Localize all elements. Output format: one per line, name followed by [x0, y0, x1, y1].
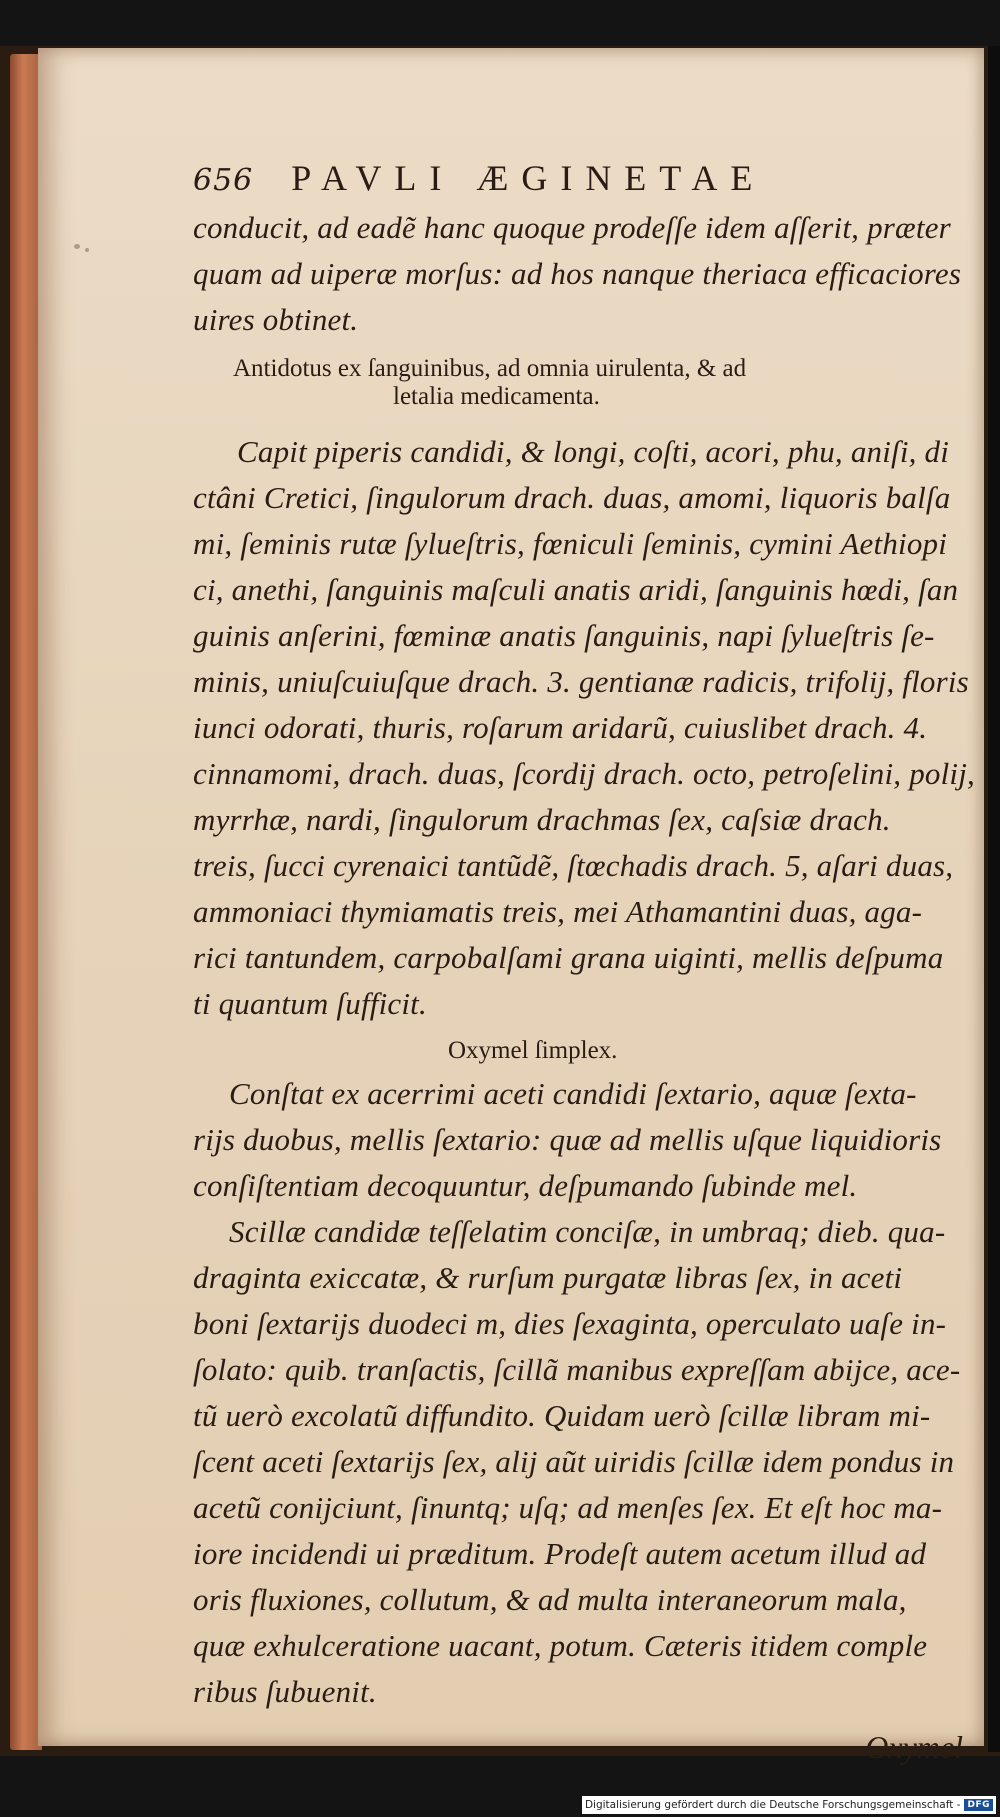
text-line: Scillæ candidæ teſſelatim conciſæ, in umbraq; dieb. qua-	[229, 1214, 946, 1249]
book-page	[38, 48, 984, 1765]
text-line: cinnamomi, drach. duas, ſcordij drach. octo, petroſelini, polij,	[193, 756, 975, 791]
text-line: Capit piperis candidi, & longi, coſti, acori, phu, aniſi, di	[237, 434, 950, 469]
text-line: draginta exiccatæ, & rurſum purgatæ libras ſex, in aceti	[193, 1260, 903, 1295]
scilla-paragraph	[193, 1209, 973, 1715]
paper-stain	[85, 248, 89, 252]
text-line: guinis anſerini, fœminæ anatis ſanguinis, napi ſylueſtris ſe-	[193, 618, 935, 653]
text-line: rijs duobus, mellis ſextario: quæ ad mellis uſque liquidioris	[193, 1122, 942, 1157]
text-line: ctâni Cretici, ſingulorum drach. duas, amomi, liquoris balſa	[193, 480, 951, 515]
catchword: Oxymel	[865, 1729, 963, 1765]
text-line: Conſtat ex acerrimi aceti candidi ſextario, aquæ ſexta-	[229, 1076, 917, 1111]
text-line: ribus ſubuenit.	[193, 1674, 377, 1709]
oxymel-paragraph	[193, 1071, 973, 1209]
digitization-credit	[582, 1796, 996, 1814]
credit-text: Digitalisierung gefördert durch die Deutsche Forschungsgemeinschaft -	[584, 1799, 961, 1811]
section-heading-oxymel: Oxymel ſimplex.	[448, 1037, 618, 1064]
text-line: ci, anethi, ſanguinis maſculi anatis aridi, ſanguinis hœdi, ſan	[193, 572, 959, 607]
text-line: ammoniaci thymiamatis treis, mei Athamantini duas, aga-	[193, 894, 923, 929]
text-line: quæ exhulceratione uacant, potum. Cæteris itidem comple	[193, 1628, 928, 1663]
text-line: acetũ conijciunt, ſinuntq; uſq; ad menſes ſex. Et eſt hoc ma-	[193, 1490, 943, 1525]
text-line: uires obtinet.	[193, 302, 359, 337]
text-line: boni ſextarijs duodeci m, dies ſexaginta, operculato uaſe in-	[193, 1306, 947, 1341]
text-line: quam ad uiperæ morſus: ad hos nanque theriaca efficaciores	[193, 256, 962, 291]
text-line: mi, ſeminis rutæ ſylueſtris, fœniculi ſeminis, cymini Aethiopi	[193, 526, 948, 561]
page-text-block	[193, 156, 973, 1769]
text-line: minis, uniuſcuiuſque drach. 3. gentianæ radicis, trifolij, floris	[193, 664, 969, 699]
scan-right-border	[988, 46, 1000, 1752]
section-heading-antidotus: Antidotus ex ſanguinibus, ad omnia uirulenta, & ad	[233, 355, 747, 382]
paper-stain	[74, 244, 80, 249]
text-line: conducit, ad eadẽ hanc quoque prodeſſe idem aſſerit, præter	[193, 210, 951, 245]
opening-paragraph	[193, 205, 973, 343]
text-line: treis, ſucci cyrenaici tantũdẽ, ſtœchadis drach. 5, aſari duas,	[193, 848, 954, 883]
running-head-title: PAVLI ÆGINETAE	[291, 158, 766, 198]
text-line: rici tantundem, carpobalſami grana uiginti, mellis deſpuma	[193, 940, 944, 975]
text-line: oris fluxiones, collutum, & ad multa interaneorum mala,	[193, 1582, 907, 1617]
text-line: ti quantum ſufficit.	[193, 986, 427, 1021]
running-head	[193, 156, 973, 203]
section-heading-antidotus-cont: letalia medicamenta.	[393, 383, 600, 410]
text-line: iore incidendi ui præditum. Prodeſt autem acetum illud ad	[193, 1536, 927, 1571]
text-line: ſolato: quib. tranſactis, ſcillã manibus expreſſam abijce, ace-	[193, 1352, 961, 1387]
text-line: ſcent aceti ſextarijs ſex, alij aũt uiridis ſcillæ idem pondus in	[193, 1444, 955, 1479]
antidotus-recipe-paragraph	[193, 429, 973, 1027]
text-line: myrrhæ, nardi, ſingulorum drachmas ſex, caſsiæ drach.	[193, 802, 891, 837]
dfg-logo-icon: DFG	[964, 1799, 993, 1811]
text-line: iunci odorati, thuris, roſarum aridarũ, cuiuslibet drach. 4.	[193, 710, 928, 745]
text-line: conſiſtentiam decoquuntur, deſpumando ſubinde mel.	[193, 1168, 858, 1203]
page-number: 656	[193, 163, 254, 198]
text-line: tũ uerò excolatũ diffundito. Quidam uerò ſcillæ libram mi-	[193, 1398, 931, 1433]
